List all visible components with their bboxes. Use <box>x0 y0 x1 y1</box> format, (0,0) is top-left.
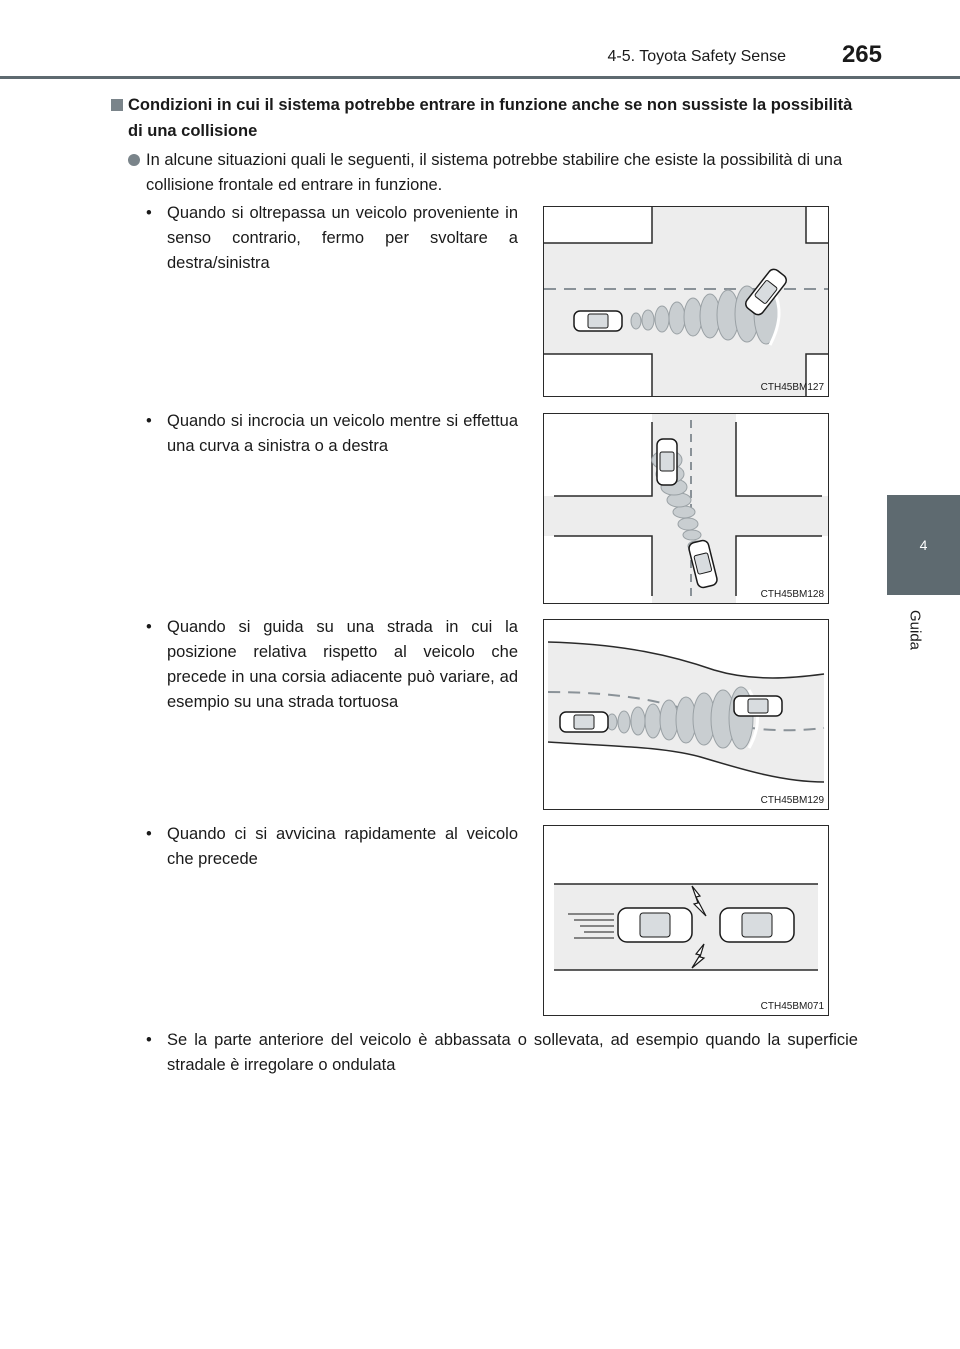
section-heading <box>111 92 861 144</box>
preceding-car-icon <box>734 696 782 716</box>
figure-code: CTH45BM128 <box>760 589 824 600</box>
list-item-text: Quando si incrocia un veicolo mentre si effettua una curva a sinistra o a destra <box>167 412 518 455</box>
page-number: 265 <box>841 41 882 68</box>
list-item-text: Quando si guida su una strada in cui la posizione relativa rispetto al veicolo che precede in una corsia adiacente può variare, ad esempio su una strada tortuosa <box>167 618 518 711</box>
list-item <box>146 822 518 872</box>
bullet-mark: • <box>146 1031 152 1049</box>
figure-code: CTH45BM129 <box>760 795 824 806</box>
circle-bullet-icon <box>128 154 140 166</box>
intro-text: In alcune situazioni quali le seguenti, il sistema potrebbe stabilire che esiste la possibilità di una collisione frontale ed entrare in funzione. <box>146 151 843 194</box>
list-item <box>146 409 518 459</box>
own-car-icon <box>618 908 692 942</box>
own-car-icon <box>560 712 608 732</box>
header-divider <box>0 76 960 79</box>
list-item-text: Se la parte anteriore del veicolo è abbassata o sollevata, ad esempio quando la superficie stradale è irregolare o ondulata <box>167 1031 858 1074</box>
section-title: 4-5. Toyota Safety Sense <box>607 48 786 65</box>
illustration-rapid-approach <box>544 826 828 1015</box>
own-car-icon <box>574 311 622 331</box>
preceding-car-icon <box>720 908 794 942</box>
figure-crossing-vehicle <box>543 413 829 604</box>
crossing-car-icon <box>657 439 677 485</box>
list-item-text: Quando ci si avvicina rapidamente al veicolo che precede <box>167 825 518 868</box>
figure-winding-road <box>543 619 829 810</box>
chapter-tab <box>887 495 960 595</box>
list-item <box>146 1028 858 1078</box>
figure-code: CTH45BM127 <box>760 382 824 393</box>
illustration-crossing <box>544 414 828 603</box>
list-item-text: Quando si oltrepassa un veicolo proveniente in senso contrario, fermo per svoltare a destra/sinistra <box>167 204 518 272</box>
list-item <box>146 615 518 715</box>
chapter-number: 4 <box>919 537 928 553</box>
illustration-passing <box>544 207 828 396</box>
figure-passing-oncoming-vehicle <box>543 206 829 397</box>
illustration-winding-road <box>544 620 828 809</box>
figure-rapid-approach <box>543 825 829 1016</box>
square-bullet-icon <box>111 99 123 111</box>
list-item <box>146 201 518 276</box>
bullet-mark: • <box>146 412 152 430</box>
bullet-mark: • <box>146 825 152 843</box>
figure-code: CTH45BM071 <box>760 1001 824 1012</box>
chapter-label: Guida <box>906 609 924 651</box>
bullet-mark: • <box>146 204 152 222</box>
chapter-label-wrap <box>897 600 933 660</box>
bullet-mark: • <box>146 618 152 636</box>
heading-text: Condizioni in cui il sistema potrebbe entrare in funzione anche se non sussiste la possibilità di una collisione <box>128 96 853 140</box>
intro-paragraph <box>128 148 858 198</box>
